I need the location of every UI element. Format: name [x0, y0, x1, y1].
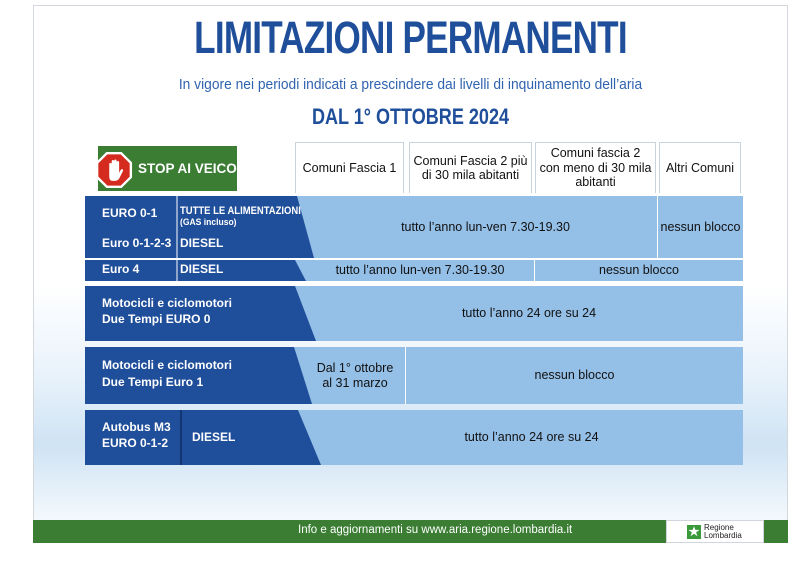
- vehicle-autobus-line2: EURO 0-1-2: [102, 436, 169, 450]
- column-header-fascia-1: [295, 142, 404, 193]
- column-header-label: Comuni Fascia 2 più di 30 mila abitanti: [413, 153, 528, 182]
- fuel-diesel: DIESEL: [180, 262, 224, 276]
- page-title: LIMITAZIONI PERMANENTI: [194, 12, 627, 63]
- vehicle-euro-0-1-2-3: Euro 0-1-2-3: [102, 236, 172, 250]
- limit-cell: [305, 347, 405, 404]
- page-subtitle: In vigore nei periodi indicati a prescindere dai livelli di inquinamento dell’aria: [178, 76, 643, 93]
- vehicle-moto-line2: Due Tempi Euro 1: [102, 375, 204, 389]
- limit-period-end: al 31 marzo: [322, 375, 388, 390]
- footer-info-link[interactable]: Info e aggiornamenti su www.aria.regione.lombardia.it: [298, 524, 573, 536]
- other-cell: nessun blocco: [534, 368, 615, 382]
- fuel-all: TUTTE LE ALIMENTAZIONI: [180, 205, 301, 217]
- limit-period-start: Dal 1° ottobre: [316, 360, 394, 375]
- column-header-altri-comuni: [659, 142, 741, 193]
- limit-cell: tutto l’anno lun-ven 7.30-19.30: [401, 219, 570, 234]
- vehicle-euro-4: Euro 4: [102, 262, 140, 276]
- limit-cell: tutto l’anno lun-ven 7.30-19.30: [335, 263, 505, 277]
- vehicle-moto-line1: Motocicli e ciclomotori: [102, 358, 233, 372]
- stop-vehicles-tab: [98, 146, 249, 191]
- limit-cell: tutto l’anno 24 ore su 24: [461, 306, 597, 320]
- vehicle-moto-line2: Due Tempi EURO 0: [102, 312, 211, 326]
- column-header-label: Comuni Fascia 1: [302, 160, 397, 175]
- stop-hand-icon: [95, 151, 133, 189]
- vehicle-autobus-line1: Autobus M3: [102, 420, 171, 434]
- regione-lombardia-logo: [666, 520, 764, 543]
- other-cell: nessun blocco: [599, 263, 679, 277]
- column-header-fascia-2-small: [535, 142, 656, 193]
- limit-cell: tutto l’anno 24 ore su 24: [464, 430, 599, 444]
- other-cell: nessun blocco: [660, 219, 741, 234]
- effective-date: DAL 1° OTTOBRE 2024: [311, 104, 510, 129]
- logo-line-2: Lombardia: [704, 530, 742, 540]
- logo-line-1: Regione: [704, 522, 734, 532]
- column-header-label: Comuni fascia 2 con meno di 30 mila abitanti: [539, 146, 652, 190]
- vehicle-euro-0-1: EURO 0-1: [102, 206, 158, 220]
- fuel-diesel: DIESEL: [192, 430, 236, 444]
- fuel-diesel: DIESEL: [180, 236, 224, 250]
- stop-vehicles-label: STOP AI VEICOLI: [138, 161, 249, 176]
- logo-text: [704, 524, 742, 540]
- vehicle-moto-line1: Motocicli e ciclomotori: [102, 296, 233, 310]
- fuel-all-note: (GAS incluso): [180, 217, 237, 228]
- column-header-label: Altri Comuni: [665, 160, 735, 175]
- column-header-fascia-2-big: [409, 142, 532, 193]
- regione-lombardia-logo-icon: [687, 525, 701, 539]
